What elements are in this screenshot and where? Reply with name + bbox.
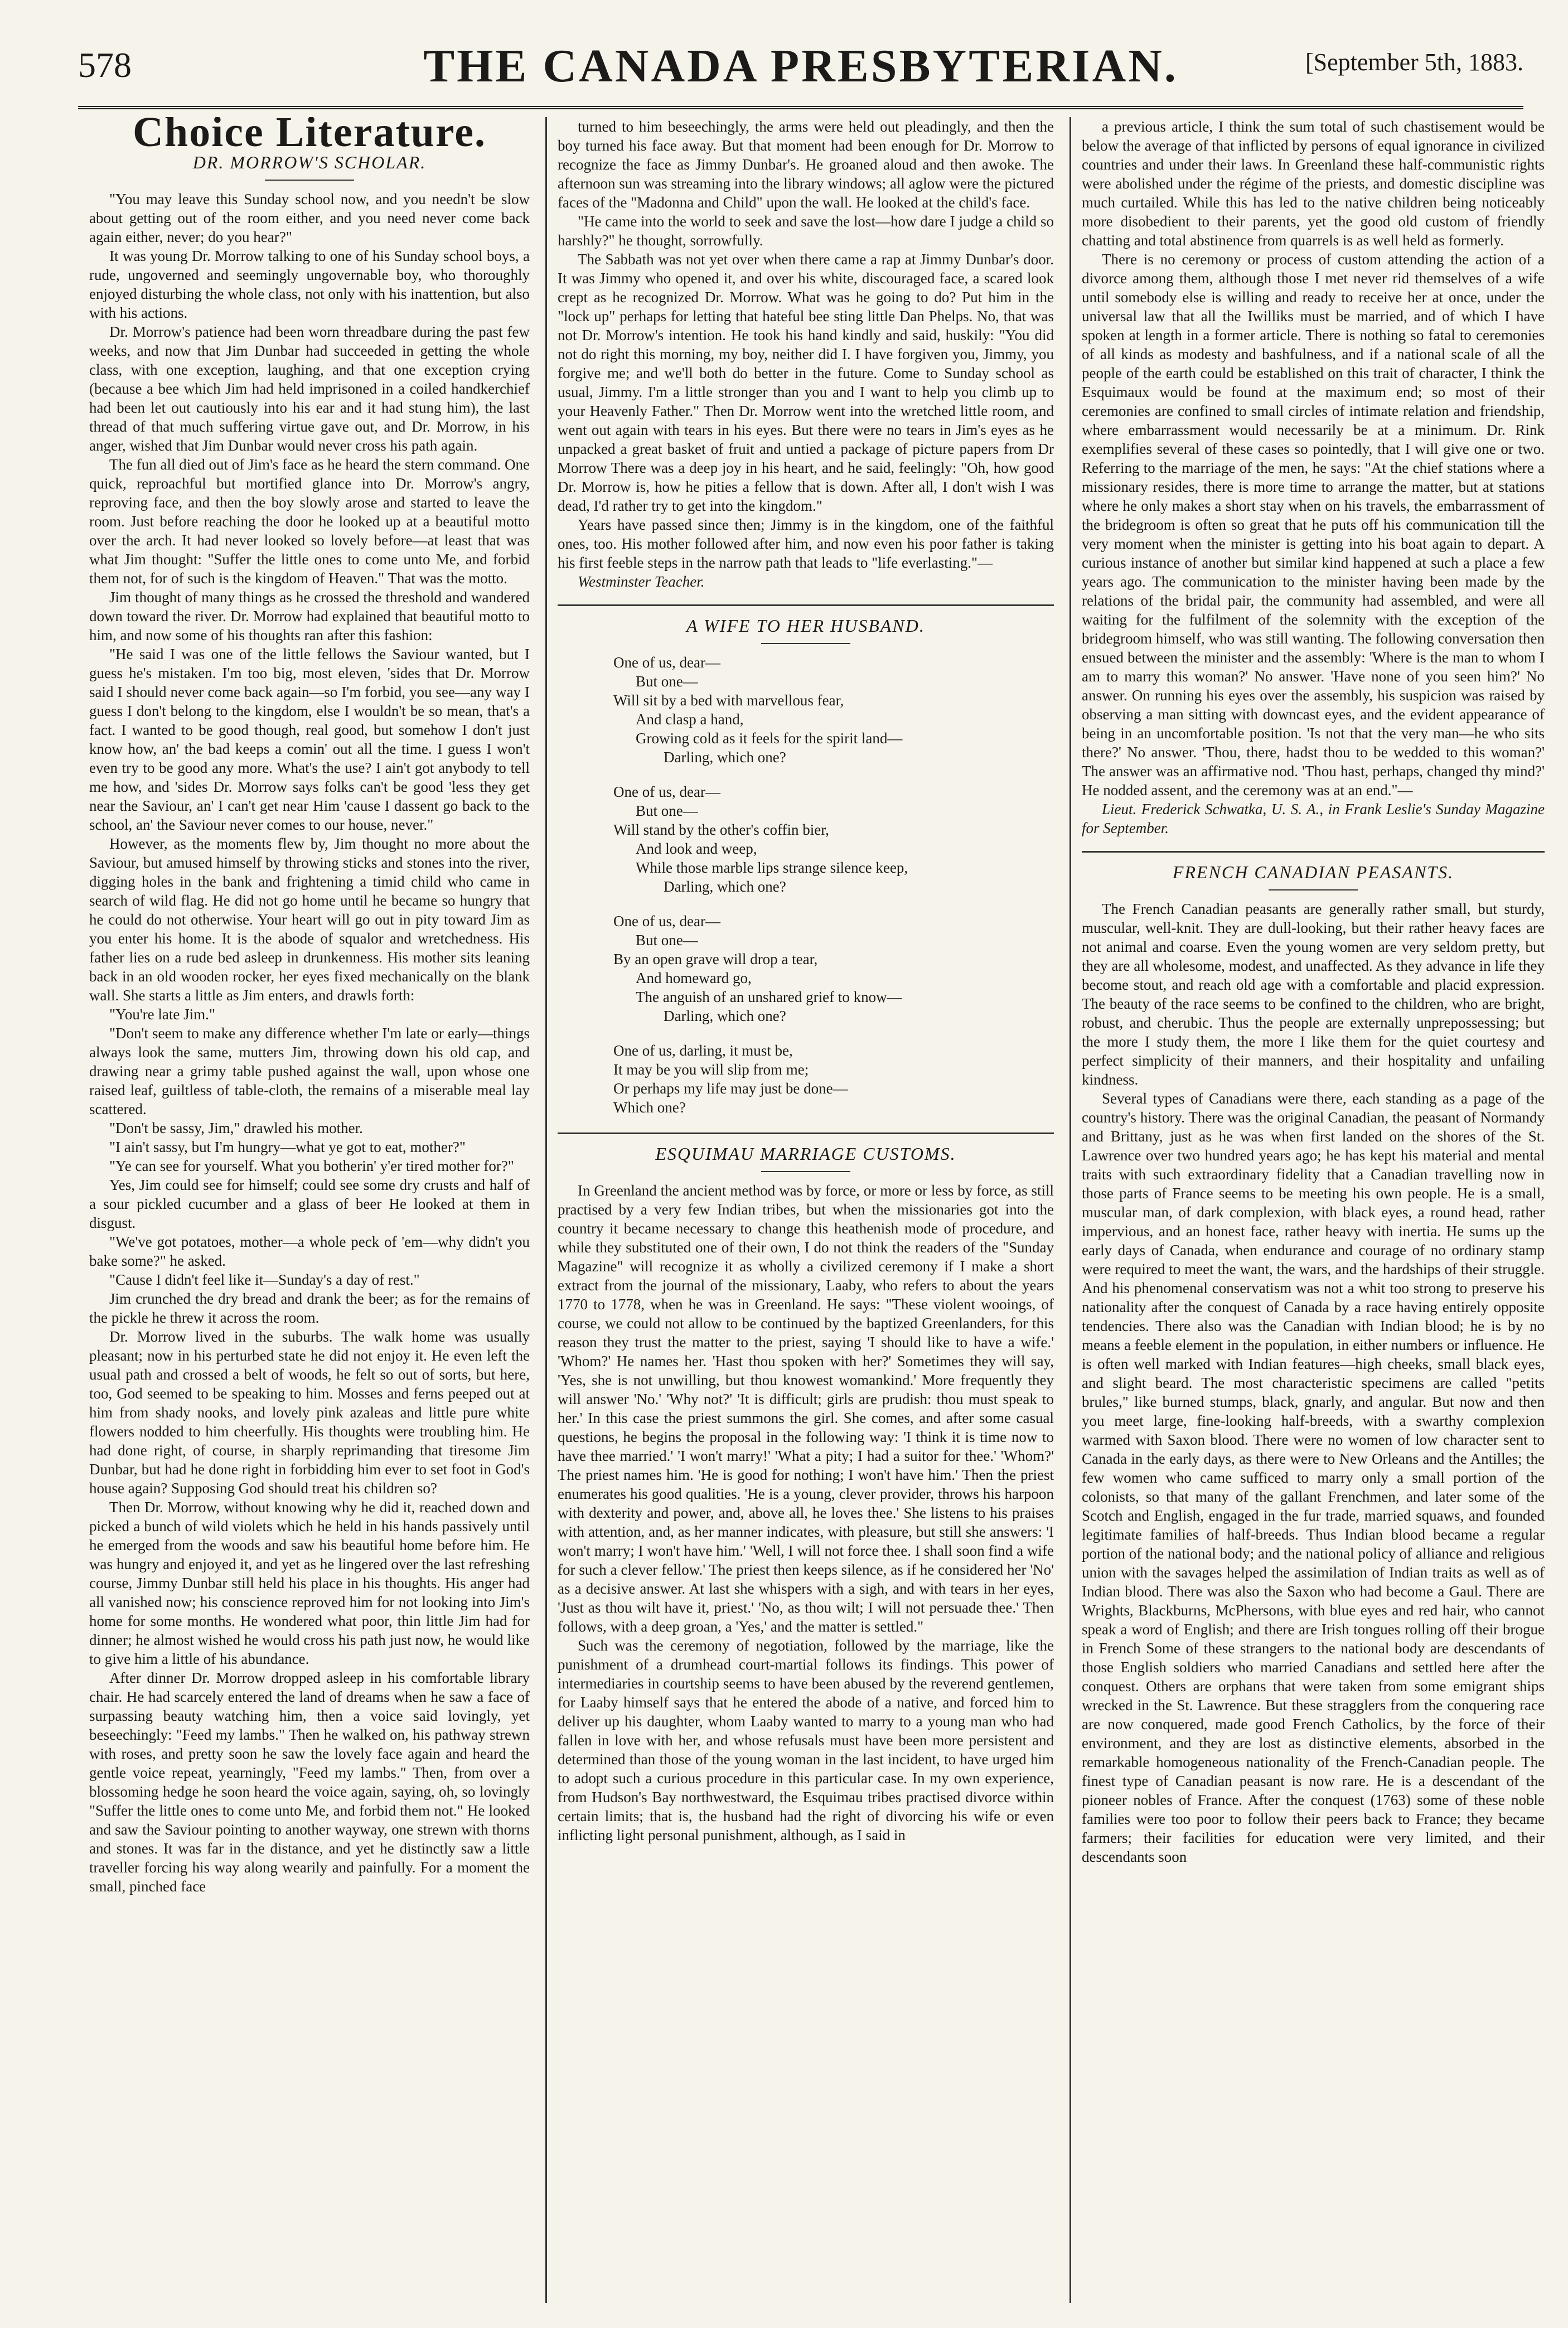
paragraph: a previous article, I think the sum total of such chastisement would be below the average of that inflicted by persons of equal ignorance in civilized countries and under their laws. In Greenland these half-communistic rights were abolished under the régime of the priests, and domestic discipline was much curtailed. While this has led to the native children being noticeably more disobedient to their parents, yet the good old custom of friendly chatting and total abstinence from quarrels is as well held as formerly. xyxy=(1082,118,1545,249)
paragraph: "Cause I didn't feel like it—Sunday's a day of rest." xyxy=(109,1271,420,1288)
paragraph: Such was the ceremony of negotiation, followed by the marriage, like the punishment of a drumhead court-martial follows its findings. This power of intermediaries in courtship seems to have been abused by the reverend gentlemen, for Laaby himself says that he entered the abode of a native, and forced him to deliver up his daughter, whom Laaby wanted to marry to a young man who had fallen in love with her, and whose refusals must have been more persistent and determined than those of the young woman in the last incident, to have urged him to adopt such a curious procedure in this particular case. In my own experience, from Hudson's Bay northwestward, the Esquimau tribes practised divorce within certain limits; that is, the husband had the right of divorcing his wife or even inflicting light personal punishment, although, as I said in xyxy=(558,1637,1054,1843)
article-title: ESQUIMAU MARRIAGE CUSTOMS. xyxy=(655,1144,956,1164)
article-title: FRENCH CANADIAN PEASANTS. xyxy=(1172,862,1454,882)
article-body xyxy=(558,117,1054,572)
poem-stanza xyxy=(613,1041,1054,1117)
paragraph: "He said I was one of the little fellows the Saviour wanted, but I guess he's mistaken. I'm too big, most eleven, 'sides that Dr. Morrow said I should never come back again—so I'm forbid, you see—any way I guess I don't belong to the kingdom, else I wouldn't be so mean, that's a fact. I wanted to be good though, real good, but somehow I don't just know how, an' the bad keeps a comin' out all the time. I guess I won't even try to be good any more. What's the use? I ain't got anybody to tell me how, and 'sides Dr. Morrow says folks can't be good 'less they get near the Saviour, an' I can't get near Him 'cause I dassent go back to the school, an' the Saviour never comes to our house, never." xyxy=(89,646,530,833)
article-body xyxy=(1082,899,1545,1866)
paragraph: "Don't be sassy, Jim," drawled his mother. xyxy=(109,1120,363,1136)
paragraph: Dr. Morrow lived in the suburbs. The walk home was usually pleasant; now in his perturbed state he did not enjoy it. He even left the usual path and crossed a belt of woods, he felt so out of sorts, but here, too, God seemed to be speaking to him. Mosses and ferns peeped out at him from shady nooks, and lovely pink azaleas and little pure white flowers nodded to him cheerfully. His thoughts were troubling him. He had done right, of course, in sharply reprimanding that tiresome Jim Dunbar, but had he done right in forbidding him ever to set foot in God's house again? Supposing God should treat his children so? xyxy=(89,1328,530,1497)
paragraph: "You're late Jim." xyxy=(109,1006,215,1023)
title-rule xyxy=(1269,889,1358,890)
paragraph: "You may leave this Sunday school now, and you needn't be slow about getting out of the room either, and you need never come back again either, never; do you hear?" xyxy=(89,191,530,245)
poem-title: A WIFE TO HER HUSBAND. xyxy=(686,616,925,636)
paragraph: "Don't seem to make any difference whether I'm late or early—things always look the same, mutters Jim, throwing down his old cap, and drawing near a grimy table pushed against the wall, upon whose one raised leaf, guiltless of table-cloth, the remains of a miserable meal lay scattered. xyxy=(89,1025,530,1117)
column-3 xyxy=(1082,117,1545,2303)
column-divider xyxy=(1069,117,1071,2303)
title-rule xyxy=(265,180,354,181)
poem-stanza xyxy=(613,653,1054,767)
poem-line: Which one? xyxy=(613,1099,686,1116)
issue-date: [September 5th, 1883. xyxy=(1305,49,1523,76)
article-body xyxy=(558,1181,1054,1845)
article-separator xyxy=(558,1132,1054,1134)
poem-stanza xyxy=(613,912,1054,1025)
poem-line: One of us, darling, it must be, xyxy=(613,1042,793,1059)
section-heading: Choice Literature. xyxy=(133,117,486,156)
header-rule xyxy=(78,106,1523,109)
poem-line: But one— xyxy=(636,673,698,690)
poem-line: Darling, which one? xyxy=(664,1008,786,1024)
paragraph: "We've got potatoes, mother—a whole peck of 'em—why didn't you bake some?" he asked. xyxy=(89,1233,530,1269)
paragraph: After dinner Dr. Morrow dropped asleep in his comfortable library chair. He had scarcely entered the land of dreams when he saw a face of surpassing beauty watching him, then a voice said lovingly, yet beseechingly: "Feed my lambs." Then he walked on, his pathway strewn with roses, and pretty soon he saw the lovely face again and heard the gentle voice repeat, yearningly, "Feed my lambs." Then, from over a blossoming hedge he soon heard the voice again, saying, oh, so lovingly "Suffer the little ones to come unto Me, and forbid them not." He looked and saw the Saviour pointing to another wayway, one strewn with thorns and stones. It was far in the distance, and yet he distinctly saw a little traveller forcing his way along wearily and painfully. For a moment the small, pinched face xyxy=(89,1669,530,1895)
paragraph: "He came into the world to seek and save the lost—how dare I judge a child so harshly?" he thought, sorrowfully. xyxy=(558,213,1054,249)
poem-line: But one— xyxy=(636,932,698,948)
poem-line: The anguish of an unshared grief to know— xyxy=(636,989,902,1005)
paragraph: The fun all died out of Jim's face as he heard the stern command. One quick, reproachful but mortified glance into Dr. Morrow's angry, reproving face, and then the boy slowly arose and started to leave the room. Just before reaching the door he looked up at a beautiful motto over the arch. It had never looked so lovely before—at least that was what Jim thought: "Suffer the little ones to come unto Me, and forbid them not, for of such is the kingdom of Heaven." That was the motto. xyxy=(89,456,530,587)
paragraph: "I ain't sassy, but I'm hungry—what ye got to eat, mother?" xyxy=(109,1139,466,1155)
poem-line: And clasp a hand, xyxy=(636,711,744,728)
poem-line: Growing cold as it feels for the spirit land— xyxy=(636,730,903,747)
poem-line: Will stand by the other's coffin bier, xyxy=(613,821,829,838)
poem-line: Darling, which one? xyxy=(664,749,786,766)
poem-line: By an open grave will drop a tear, xyxy=(613,951,818,967)
paragraph: The Sabbath was not yet over when there came a rap at Jimmy Dunbar's door. It was Jimmy who opened it, and over his white, discouraged face, a scared look crept as he recognized Dr. Morrow. What was he going to do? Put him in the "lock up" perhaps for letting that hateful bee sting little Dan Phelps. No, that was not Dr. Morrow's intention. He took his hand kindly and said, huskily: "You did not do right this morning, my boy, neither did I. I have forgiven you, Jimmy, you forgive me; and we'll both do better in the future. Come to Sunday school as usual, Jimmy. I'm a little stronger than you and I want to help you climb up to your Heavenly Father." Then Dr. Morrow went into the wretched little room, and went out again with tears in his eyes. But there were no tears in Jim's eyes as he unpacked a great basket of fruit and untied a package of picture papers from Dr Morrow There was a deep joy in his heart, and he said, feelingly: "Oh, how good Dr. Morrow is, how he pities a fellow that is down. After all, I don't wish I was dead, I'd rather try to get into the kingdom." xyxy=(558,251,1054,514)
paragraph: Jim crunched the dry bread and drank the beer; as for the remains of the pickle he threw it across the room. xyxy=(89,1290,530,1326)
title-rule xyxy=(761,1171,850,1172)
paragraph: In Greenland the ancient method was by force, or more or less by force, as still practised by a very few Indian tribes, but when the missionaries got into the country it became necessary to change this heathenish mode of procedure, and while they substituted one of their own, I do not think the readers of the "Sunday Magazine" will recognize it as wholly a civilized ceremony if I make a short extract from the journal of the missionary, Laaby, who refers to about the years 1770 to 1778, when he was in Greenland. He says: "These violent wooings, of course, we could not allow to be continued by the baptized Greenlanders, for this reason they trust the matter to the priest, saying 'I should like to have a wife.' 'Whom?' He names her. 'Hast thou spoken with her?' Sometimes they will say, 'Yes, she is not unwilling, but thou knowest womankind.' More frequently they will answer 'No.' 'Why not?' 'It is difficult; girls are prudish: thou must speak to her.' In this case the priest summons the girl. She comes, and after some casual questions, he begins the proposal in the following way: 'I think it is time now to have thee married.' 'I won't marry!' 'What a pity; I had a suitor for thee.' 'Whom?' The priest names him. 'He is good for nothing; I won't have him.' Then the priest enumerates his good qualities. 'He is a young, clever provider, throws his harpoon with dexterity and power, and, above all, he loves thee.' She listens to his praises with attention, and, as her manner indicates, with pleasure, but still she answers: 'I won't marry; I won't have him.' 'Well, I will not force thee. I shall soon find a wife for such a clever fellow.' The priest then keeps silence, as if he considered her 'No' as a decisive answer. At last she whispers with a sigh, and with tears in her eyes, 'Just as thou wilt have it, priest.' 'No, as thou wilt; I will not persuade thee.' Then follows, with a deep groan, a 'Yes,' and the matter is settled." xyxy=(558,1182,1054,1635)
column-1 xyxy=(89,117,530,2303)
page-number: 578 xyxy=(78,45,132,85)
column-2 xyxy=(558,117,1054,2303)
paragraph: There is no ceremony or process of custom attending the action of a divorce among them, although those I met never rid themselves of a wife until somebody else is willing and ready to receive her at once, under the universal law that all the Iwilliks must be married, and of which I have spoken at length in a former article. There is nothing so fatal to ceremonies of all kinds as modesty and bashfulness, and if a national scale of all the people of the earth could be established on this trait of character, I think the Esquimaux would be found at the maximum end; so most of their ceremonies are confined to small circles of intimate relation and friendship, where embarrassment would necessarily be at a minimum. Dr. Rink exemplifies several of these cases so pointedly, that I will give one or two. Referring to the marriage of the men, he says: "At the chief stations where a missionary resides, there is more time to arrange the matter, but at stations where he only makes a short stay when on his travels, the embarrassment of the bridegroom is often so great that he puts off his communication till the very moment when the minister is getting into his boat again to depart. A curious instance of another but similar kind happened at such a place a few years ago. The communication to the minister having been made by the relations of the bridal pair, the community had assembled, and were all waiting for the fulfilment of the solemnity with the exception of the bridegroom himself, who was still wanting. The following conversation then ensued between the minister and the assembly: 'Where is the man to whom I am to marry this woman?' No answer. 'Have none of you seen him?' No answer. On running his eyes over the assembly, his suspicion was raised by observing a man sitting with downcast eyes, and the evident appearance of being in an uncomfortable position. 'Is not that the very man—he who sits there?' No answer. 'Thou, there, hadst thou to be wedded to this woman?' The answer was an affirmative nod. 'Thou hast, perhaps, changed thy mind?' He nodded assent, and the ceremony was at an end."— xyxy=(1082,251,1545,798)
paragraph: Several types of Canadians were there, each standing as a page of the country's history. There was the original Canadian, the peasant of Normandy and Brittany, just as he was when first landed on the shores of the St. Lawrence over two hundred years ago; he has kept his material and mental traits with such extraordinary fidelity that a Canadian travelling now in those parts of France seems to be meeting his own people. He is a small, muscular man, of dark complexion, with black eyes, a round head, rather impervious, and an honest face, rather heavy with inertia. He sums up the early days of Canada, when endurance and courage of no ordinary stamp were required to meet the want, the wars, and the hardships of their struggle. And his phenomenal conservatism was not a whit too strong to preserve his nationality after the conquest of Canada by a race having entirely opposite tendencies. There also was the Canadian with Indian blood; he is by no means a feeble element in the population, in either numbers or influence. He is often well marked with Indian features—high cheeks, small black eyes, and slight beard. The most characteristic specimens are called "petits brules," like burned stumps, black, gnarly, and angular. But now and then you meet large, fine-looking half-breeds, with a swarthy complexion warmed with Saxon blood. There were no women of low character sent to Canada in the early days, as there were to New Orleans and the Antilles; the few women who came sufficed to marry only a small portion of the colonists, so that many of the gallant Frenchmen, and later some of the Scotch and English, engaged in the fur trade, married squaws, and founded legitimate families of half-breeds. Thus Indian blood became a regular portion of the national body; and the national policy of alliance and religious union with the savages helped the assimilation of Indian traits as well as of Indian blood. There was also the Saxon who had become a Gaul. There are Wrights, Blackburns, McPhersons, with blue eyes and red hair, who cannot speak a word of English; and there are Irish tongues rolling off their brogue in French Some of these strangers to the national body are descendants of those English soldiers who married Canadians and settled here after the conquest. Others are orphans that were taken from some emigrant ships wrecked in the St. Lawrence. But these stragglers from the conquering race are now conquered, made good French Catholics, by the force of their environment, and they are lost as distinctive elements, absorbed in the remarkable homogeneous nationality of the French-Canadian people. The finest type of Canadian peasant is now rare. He is a descendant of the pioneer nobles of France. After the conquest (1763) some of these noble families were too poor to follow their peers back to France; they became farmers; their facilities for education were very limited, and their descendants soon xyxy=(1082,1090,1545,1865)
poem-line: It may be you will slip from me; xyxy=(613,1061,809,1078)
article-body xyxy=(1082,117,1545,800)
poem-line: Or perhaps my life may just be done— xyxy=(613,1080,848,1097)
paragraph: Then Dr. Morrow, without knowing why he did it, reached down and picked a bunch of wild violets which he held in his hands passively until he emerged from the woods and saw his beautiful home before him. He was hungry and enjoyed it, and yet as he lingered over the last refreshing course, Jimmy Dunbar still held his place in his thoughts. His anger had all vanished now; his conscience reproved him for not looking into Jim's home for some months. He wondered what poor, thin little Jim had for dinner; he almost wished he would cross his path just now, he would like to give him a little of his abundance. xyxy=(89,1499,530,1667)
paragraph: turned to him beseechingly, the arms were held out pleadingly, and then the boy turned his face away. But that moment had been enough for Dr. Morrow to recognize the face as Jimmy Dunbar's. He groaned aloud and then awoke. The afternoon sun was streaming into the library windows; all aglow were the pictured faces of the "Madonna and Child" upon the wall. He looked at the child's face. xyxy=(558,118,1054,211)
poem-line: But one— xyxy=(636,802,698,819)
poem-line: While those marble lips strange silence keep, xyxy=(636,859,908,876)
poem-line: One of us, dear— xyxy=(613,783,720,800)
poem-line: And homeward go, xyxy=(636,970,752,986)
paragraph: However, as the moments flew by, Jim thought no more about the Saviour, but amused himself by throwing sticks and stones into the river, digging holes in the bank and frightening a timid child who came in search of wild flag. He did not go home until he became so hungry that he could do not otherwise. Your heart will go out in pity toward Jim as you enter his home. It is the abode of squalor and wretchedness. His father lies on a rude bed asleep in drunkenness. His mother sits leaning back in an old wooden rocker, her eyes fixed mechanically on the blank wall. She starts a little as Jim enters, and drawls forth: xyxy=(89,835,530,1004)
article-title: DR. MORROW'S SCHOLAR. xyxy=(192,152,427,172)
column-divider xyxy=(545,117,547,2303)
newspaper-title: THE CANADA PRESBYTERIAN. xyxy=(423,40,1178,92)
paragraph: Years have passed since then; Jimmy is in the kingdom, one of the faithful ones, too. His mother followed after him, and now even his poor father is taking his first feeble steps in the narrow path that leads to "life everlasting."— xyxy=(558,516,1054,571)
article-separator xyxy=(1082,851,1545,853)
poem-stanza xyxy=(613,782,1054,896)
paragraph: Jim thought of many things as he crossed the threshold and wandered down toward the river. Dr. Morrow had explained that beautiful motto to him, and now some of his thoughts ran after this fashion: xyxy=(89,589,530,643)
paragraph: "Ye can see for yourself. What you botherin' y'er tired mother for?" xyxy=(109,1158,514,1174)
article-source: Westminster Teacher. xyxy=(578,573,705,590)
paragraph: Yes, Jim could see for himself; could see some dry crusts and half of a sour pickled cucumber and a glass of beer He looked at them in disgust. xyxy=(89,1177,530,1231)
poem-line: One of us, dear— xyxy=(613,654,720,671)
paragraph: Dr. Morrow's patience had been worn threadbare during the past few weeks, and now that Jim Dunbar had succeeded in getting the whole class, with one exception, laughing, and that one exception crying (because a bee which Jim had held imprisoned in a coiled handkerchief had been let out cautiously into his ear and it had stung him), the last thread of that much suffering virtue gave out, and Dr. Morrow, in his anger, wished that Jim Dunbar would never cross his path again. xyxy=(89,323,530,454)
poem-line: And look and weep, xyxy=(636,840,757,857)
poem-line: One of us, dear— xyxy=(613,913,720,930)
page-header xyxy=(78,33,1523,100)
article-source: Lieut. Frederick Schwatka, U. S. A., in Frank Leslie's Sunday Magazine for September. xyxy=(1082,801,1545,836)
paragraph: The French Canadian peasants are generally rather small, but sturdy, muscular, well-knit. They are dull-looking, but their rather heavy faces are not animal and coarse. Even the young women are very seldom pretty, but they are all wholesome, modest, and unaffected. As they advance in life they become stout, and reach old age with a comfortable and placid expression. The beauty of the race seems to be confined to the children, who are bright, robust, and cherubic. Thus the people are externally unprepossessing; but the more I study them, the more I like them for the quiet courtesy and perfect simplicity of their manners, and their hospitality and unfailing kindness. xyxy=(1082,901,1545,1088)
article-body xyxy=(89,190,530,1896)
article-separator xyxy=(558,604,1054,606)
title-rule xyxy=(761,643,850,644)
poem-body xyxy=(613,653,1054,1117)
poem-line: Darling, which one? xyxy=(664,878,786,895)
paragraph: It was young Dr. Morrow talking to one of his Sunday school boys, a rude, ungoverned and seemingly ungovernable boy, who thoroughly enjoyed disturbing the whole class, not only with his inattention, but also with his actions. xyxy=(89,248,530,321)
poem-line: Will sit by a bed with marvellous fear, xyxy=(613,692,844,709)
